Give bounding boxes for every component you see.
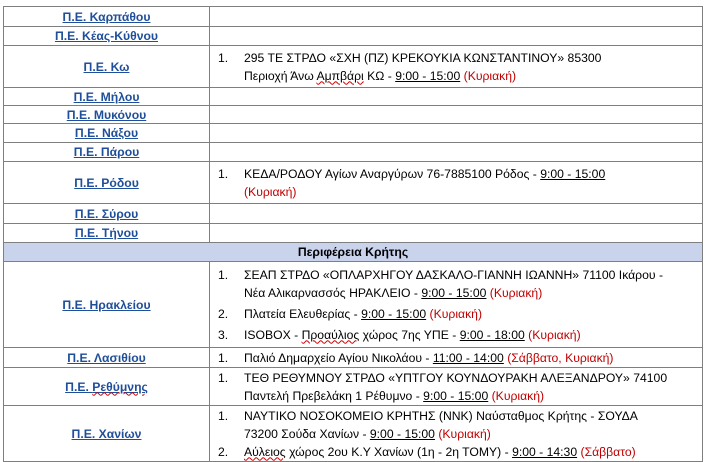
item-line: Προαύλιος [301, 327, 360, 342]
area-content [210, 162, 703, 204]
list-item [218, 165, 702, 201]
table-row [4, 46, 703, 88]
item-number: 2. [218, 306, 229, 321]
area-label [4, 368, 210, 406]
region-header-row [4, 243, 703, 262]
list-item [218, 369, 702, 405]
item-line: ΚΕΔΑ/ΡΟΔΟΥ Αγίων Αναργύρων 76-7885100 Ρόδος - [244, 166, 541, 181]
item-number: 1. [218, 50, 229, 65]
table-row [4, 88, 703, 106]
area-label: Π.Ε. Τήνου [4, 224, 210, 243]
item-number: 2. [218, 444, 229, 459]
area-content [210, 88, 703, 106]
item-line: ΝΑΥΤΙΚΟ ΝΟΣΟΚΟΜΕΙΟ ΚΡΗΤΗΣ (ΝΝΚ) Ναύσταθμος Κρήτης - ΣΟΥΔΑ [244, 408, 638, 423]
item-line: ΚΩ - [363, 68, 396, 83]
item-text [244, 349, 702, 367]
opening-days: (Σάββατο) [580, 444, 636, 459]
area-content [210, 143, 703, 162]
table-row [4, 204, 703, 224]
area-label-name: Ρεθύμνης [92, 379, 148, 394]
table-row [4, 224, 703, 243]
vaccination-points-table [3, 6, 703, 462]
area-label: Π.Ε. Καρπάθου [4, 7, 210, 27]
area-content [210, 262, 703, 348]
item-line: Αμπβάρι [316, 68, 364, 83]
item-text [244, 369, 702, 405]
item-text [244, 49, 702, 85]
area-content [210, 7, 703, 27]
item-number: 1. [218, 166, 229, 181]
opening-hours: 9:00 - 15:00 [369, 426, 435, 441]
list-item [218, 266, 702, 302]
table-row [4, 124, 703, 143]
table-row [4, 368, 703, 406]
area-content [210, 46, 703, 88]
opening-days: (Κυριακή) [429, 306, 483, 321]
list-item [218, 49, 702, 85]
list-item [218, 443, 702, 461]
area-content [210, 406, 703, 462]
area-label: Π.Ε. Μήλου [4, 88, 210, 106]
area-label: Π.Ε. Μυκόνου [4, 106, 210, 124]
area-content [210, 124, 703, 143]
item-line: χώρος 7ης ΥΠΕ - [359, 327, 460, 342]
area-content [210, 224, 703, 243]
area-label: Π.Ε. Νάξου [4, 124, 210, 143]
opening-hours: 9:00 - 15:00 [423, 388, 489, 403]
item-line: 295 ΤΕ ΣΤΡΔΟ «ΣΧΗ (ΠΖ) ΚΡΕΚΟΥΚΙΑ ΚΩΝΣΤΑΝΤΙΝΟΥ» 85300 [244, 50, 602, 65]
table-row [4, 27, 703, 46]
item-line: χώρος 2ου Κ.Υ Χανίων (1η - 2η ΤΟΜΥ) - [285, 444, 513, 459]
region-title: Περιφέρεια Κρήτης [4, 243, 703, 262]
area-label: Π.Ε. Χανίων [4, 406, 210, 462]
table-row [4, 7, 703, 27]
area-label: Π.Ε. Ρόδου [4, 162, 210, 204]
opening-days: (Κυριακή) [244, 184, 297, 199]
area-label: Π.Ε. Πάρου [4, 143, 210, 162]
item-line: 73200 Σούδα Χανίων - [244, 426, 370, 441]
item-line: Νέα Αλικαρνασσός ΗΡΑΚΛΕΙΟ - [244, 285, 422, 300]
area-label: Π.Ε. Σύρου [4, 204, 210, 224]
table-row [4, 143, 703, 162]
item-line: ISOBOX - [244, 327, 302, 342]
opening-days: (Κυριακή) [489, 285, 543, 300]
area-label: Π.Ε. Κέας-Κύθνου [4, 27, 210, 46]
item-line: Αύλειος [244, 444, 286, 459]
area-content [210, 27, 703, 46]
item-number: 1. [218, 267, 229, 282]
opening-hours: 9:00 - 15:00 [540, 166, 606, 181]
list-item [218, 326, 702, 344]
area-content [210, 348, 703, 368]
area-content [210, 106, 703, 124]
opening-days: (Κυριακή) [491, 388, 545, 403]
area-content [210, 368, 703, 406]
area-content [210, 204, 703, 224]
opening-days: (Κυριακή) [528, 327, 581, 342]
item-line: ΤΕΘ ΡΕΘΥΜΝΟΥ ΣΤΡΔΟ «ΥΠΤΓΟΥ ΚΟΥΝΔΟΥΡΑΚΗ ΑΛΕΞΑΝΔΡΟΥ» 74100 [244, 370, 668, 385]
opening-hours: 11:00 - 14:00 [432, 350, 504, 365]
item-line: Περιοχή Άνω [244, 68, 317, 83]
opening-hours: 9:00 - 15:00 [395, 68, 461, 83]
item-line: ΣΕΑΠ ΣΤΡΔΟ «ΟΠΛΑΡΧΗΓΟΥ ΔΑΣΚΑΛΟ-ΓΙΑΝΝΗ ΙΩΑΝΝΗ» 71100 Ικάρου - [244, 267, 664, 282]
table-row [4, 406, 703, 462]
area-label: Π.Ε. Ηρακλείου [4, 262, 210, 348]
item-line: Παντελή Πρεβελάκη 1 Ρέθυμνο - [244, 388, 424, 403]
item-text [244, 443, 702, 461]
item-number: 1. [218, 370, 229, 385]
area-label: Π.Ε. Λασιθίου [4, 348, 210, 368]
opening-days: (Κυριακή) [463, 68, 517, 83]
item-line: Παλιό Δημαρχείο Αγίου Νικολάου - [244, 350, 433, 365]
item-line: Πλατεία Ελευθερίας - [244, 306, 362, 321]
list-item [218, 349, 702, 367]
list-item [218, 407, 702, 443]
item-number: 3. [218, 327, 229, 342]
item-number: 1. [218, 350, 229, 365]
list-item [218, 305, 702, 323]
item-number: 1. [218, 408, 229, 423]
item-text [244, 266, 702, 302]
table-row [4, 106, 703, 124]
item-text [244, 165, 702, 201]
table-row [4, 348, 703, 368]
opening-days: (Σάββατο, Κυριακή) [507, 350, 614, 365]
opening-hours: 9:00 - 15:00 [361, 306, 427, 321]
table-row [4, 162, 703, 204]
area-label-prefix: Π.Ε. [65, 379, 93, 394]
opening-days: (Κυριακή) [438, 426, 491, 441]
area-label: Π.Ε. Κω [4, 46, 210, 88]
opening-hours: 9:00 - 14:30 [512, 444, 578, 459]
item-text [244, 407, 702, 443]
item-text [244, 305, 702, 323]
opening-hours: 9:00 - 15:00 [421, 285, 487, 300]
opening-hours: 9:00 - 18:00 [459, 327, 525, 342]
item-text [244, 326, 702, 344]
table-row [4, 262, 703, 348]
